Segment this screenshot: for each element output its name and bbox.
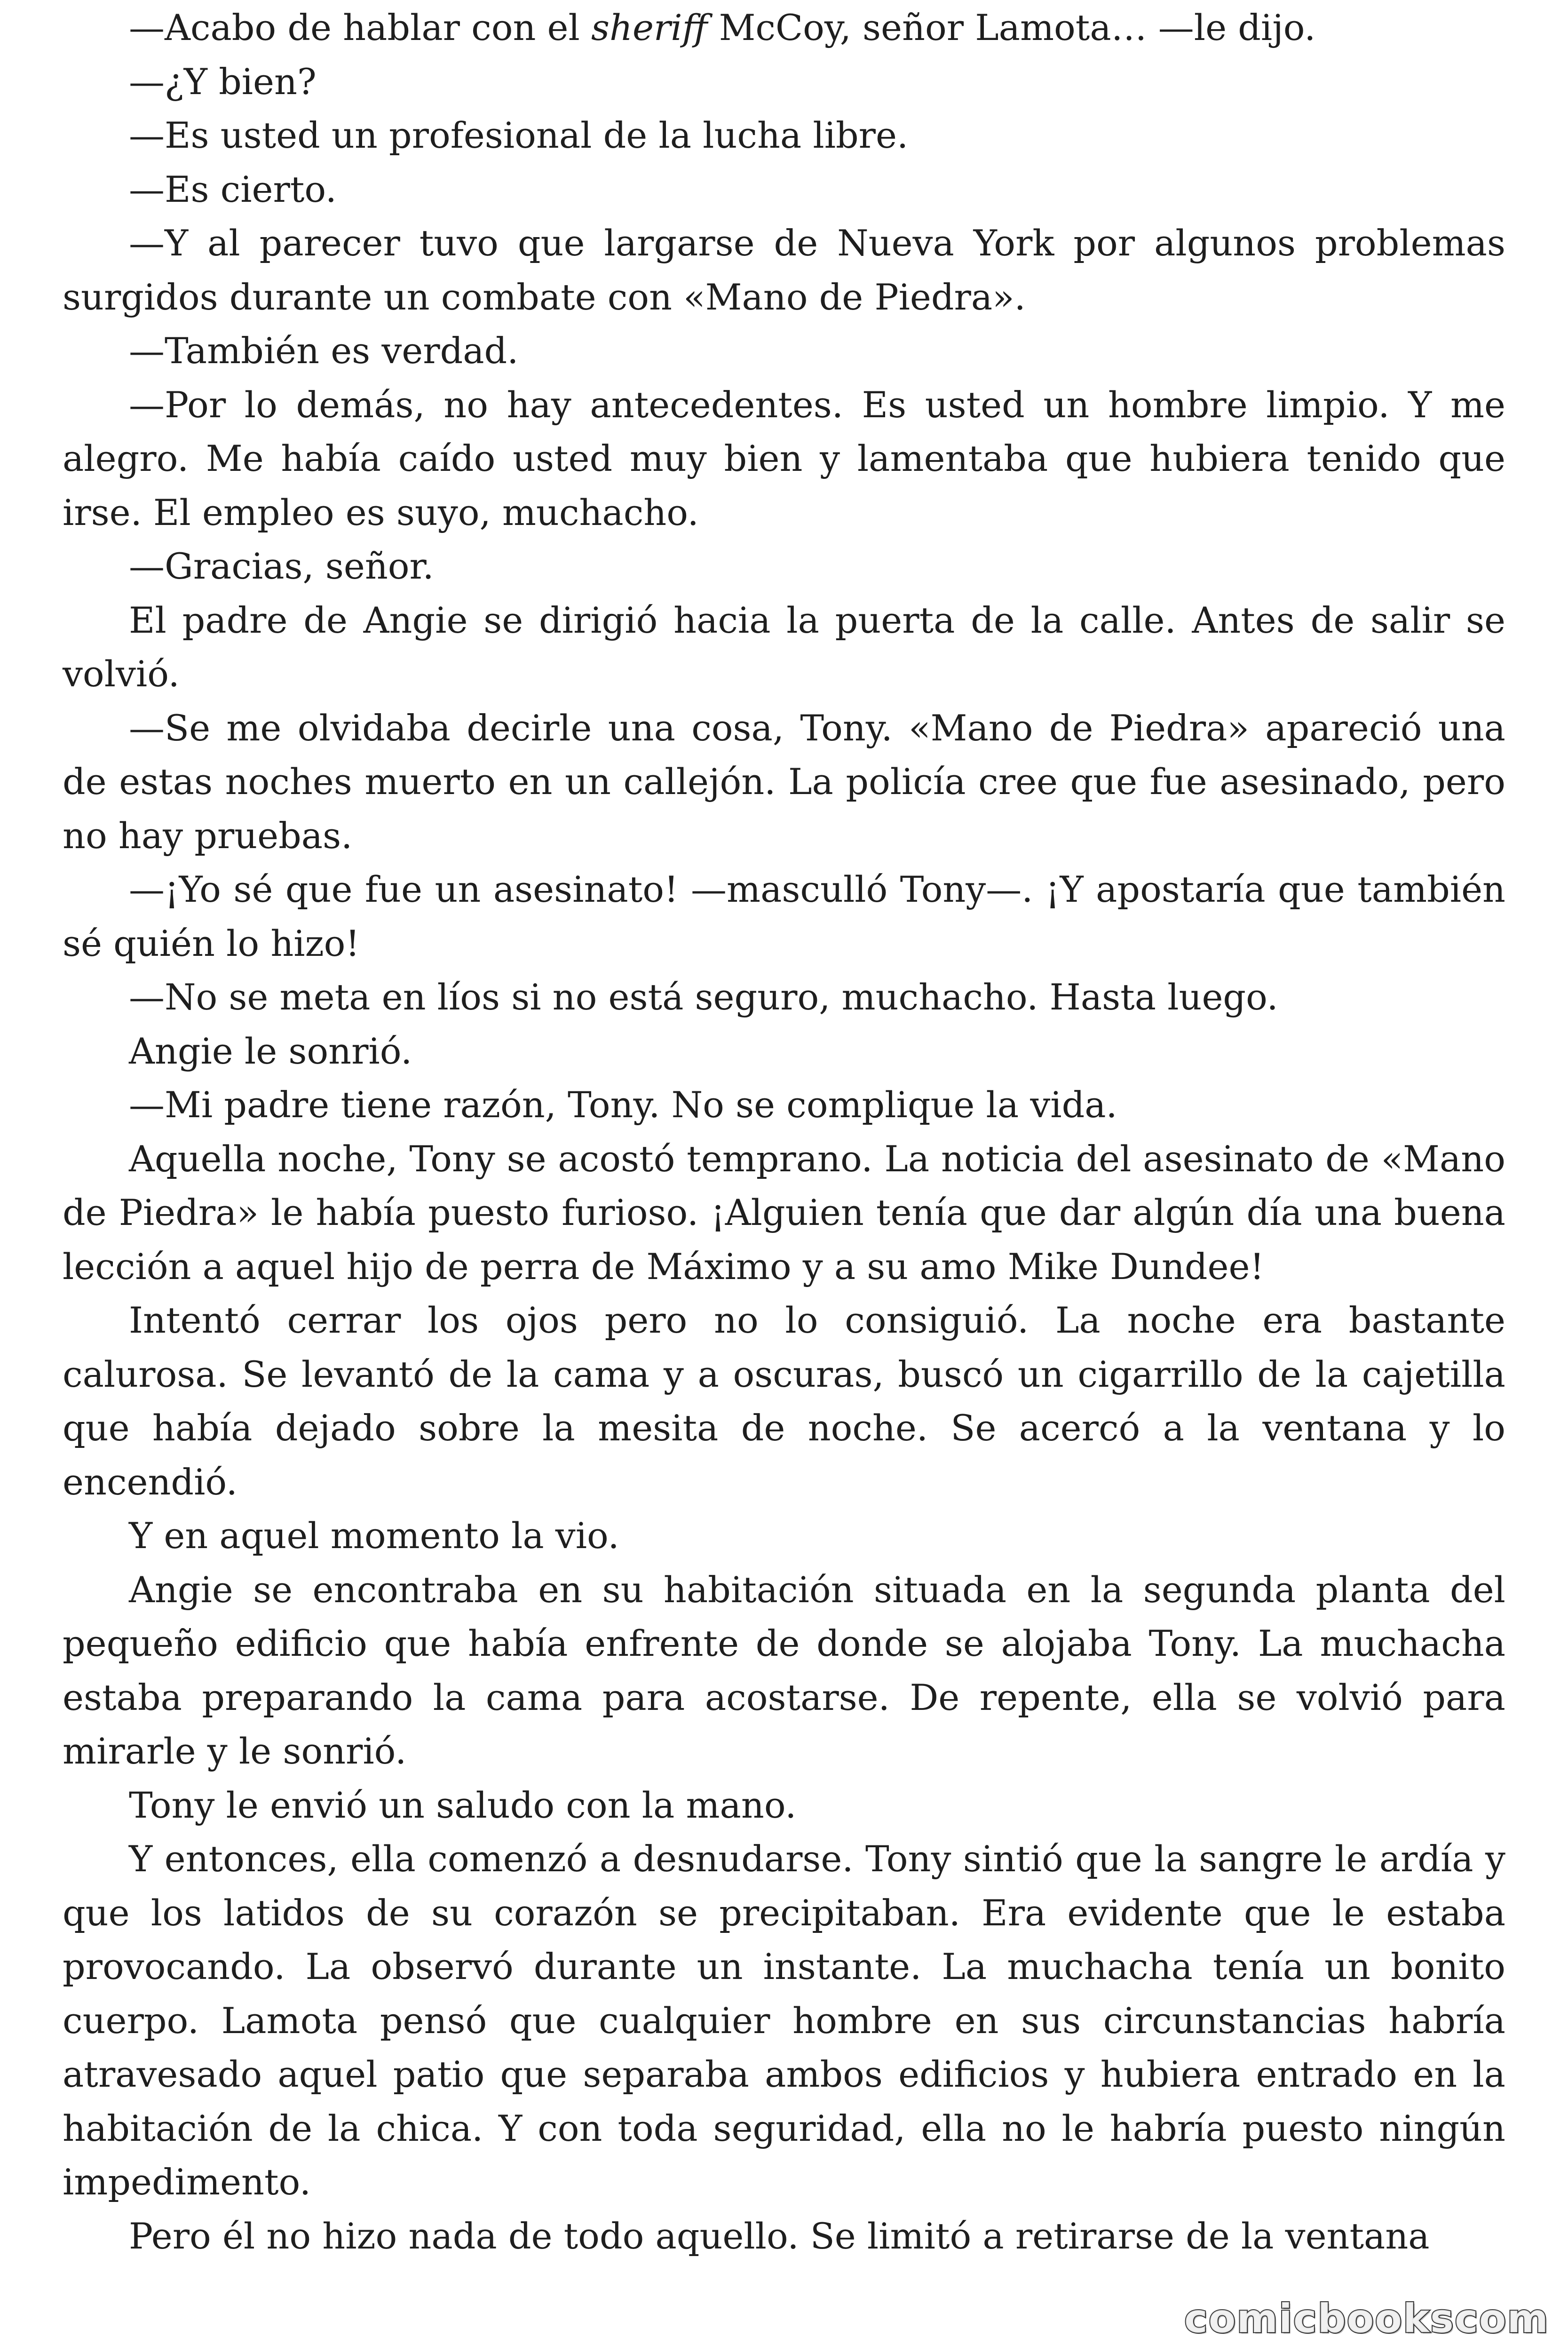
paragraph: Pero él no hizo nada de todo aquello. Se limitó a retirarse de la ventana [129,2215,1430,2257]
paragraph: —¿Y bien? [129,60,317,103]
paragraph: Intentó cerrar los ojos pero no lo consiguió. La noche era bastante calurosa. Se levantó de la cama y a oscuras, buscó un cigarrillo de la cajetilla que había dejado sobre la mesita de noche. Se acercó a la ventana y lo encendió. [63,1299,1505,1503]
paragraph: Aquella noche, Tony se acostó temprano. La noticia del asesinato de «Mano de Piedra» le había puesto furioso. ¡Alguien tenía que dar algún día una buena lección a aquel hijo de perra de Máximo y a su amo Mike Dundee! [63,1137,1505,1287]
paragraph: —Se me olvidaba decirle una cosa, Tony. «Mano de Piedra» apareció una de estas noches muerto en un callejón. La policía cree que fue asesinado, pero no hay pruebas. [63,707,1505,857]
paragraph: —¡Yo sé que fue un asesinato! —masculló Tony—. ¡Y apostaría que también sé quién lo hizo! [63,868,1505,964]
paragraph: —No se meta en líos si no está seguro, muchacho. Hasta luego. [129,976,1278,1018]
paragraph-text: McCoy, señor Lamota… —le dijo. [707,7,1316,48]
paragraph: —También es verdad. [129,330,519,372]
paragraph: —Es cierto. [129,168,337,210]
italic-text: sheriff [591,7,708,48]
document-body [63,1,1505,2263]
paragraph: Angie le sonrió. [129,1030,412,1072]
paragraph [63,1,1505,55]
paragraph: Y en aquel momento la vio. [129,1515,619,1557]
paragraph: Tony le envió un saludo con la mano. [129,1784,797,1826]
paragraph: —Es usted un profesional de la lucha libre. [129,114,909,156]
paragraph: Y entonces, ella comenzó a desnudarse. Tony sintió que la sangre le ardía y que los latidos de su corazón se precipitaban. Era evidente que le estaba provocando. La observó durante un instante. La muchacha tenía un bonito cuerpo. Lamota pensó que cualquier hombre en sus circunstancias habría atravesado aquel patio que separaba ambos edificios y hubiera entrado en la habitación de la chica. Y con toda seguridad, ella no le habría puesto ningún impedimento. [63,1838,1505,2203]
paragraph: —Gracias, señor. [129,545,434,587]
paragraph: Angie se encontraba en su habitación situada en la segunda planta del pequeño edificio que había enfrente de donde se alojaba Tony. La muchacha estaba preparando la cama para acostarse. De repente, ella se volvió para mirarle y le sonrió. [63,1568,1505,1772]
document-page [63,0,1505,2352]
paragraph: El padre de Angie se dirigió hacia la puerta de la calle. Antes de salir se volvió. [63,599,1505,695]
site-watermark: comicbookscom [1184,2296,1549,2342]
paragraph: —Mi padre tiene razón, Tony. No se complique la vida. [129,1084,1117,1126]
paragraph-text: —Acabo de hablar con el [129,7,591,48]
paragraph: —Y al parecer tuvo que largarse de Nueva York por algunos problemas surgidos durante un combate con «Mano de Piedra». [63,222,1505,318]
paragraph: —Por lo demás, no hay antecedentes. Es usted un hombre limpio. Y me alegro. Me había caído usted muy bien y lamentaba que hubiera tenido que irse. El empleo es suyo, muchacho. [63,383,1505,533]
